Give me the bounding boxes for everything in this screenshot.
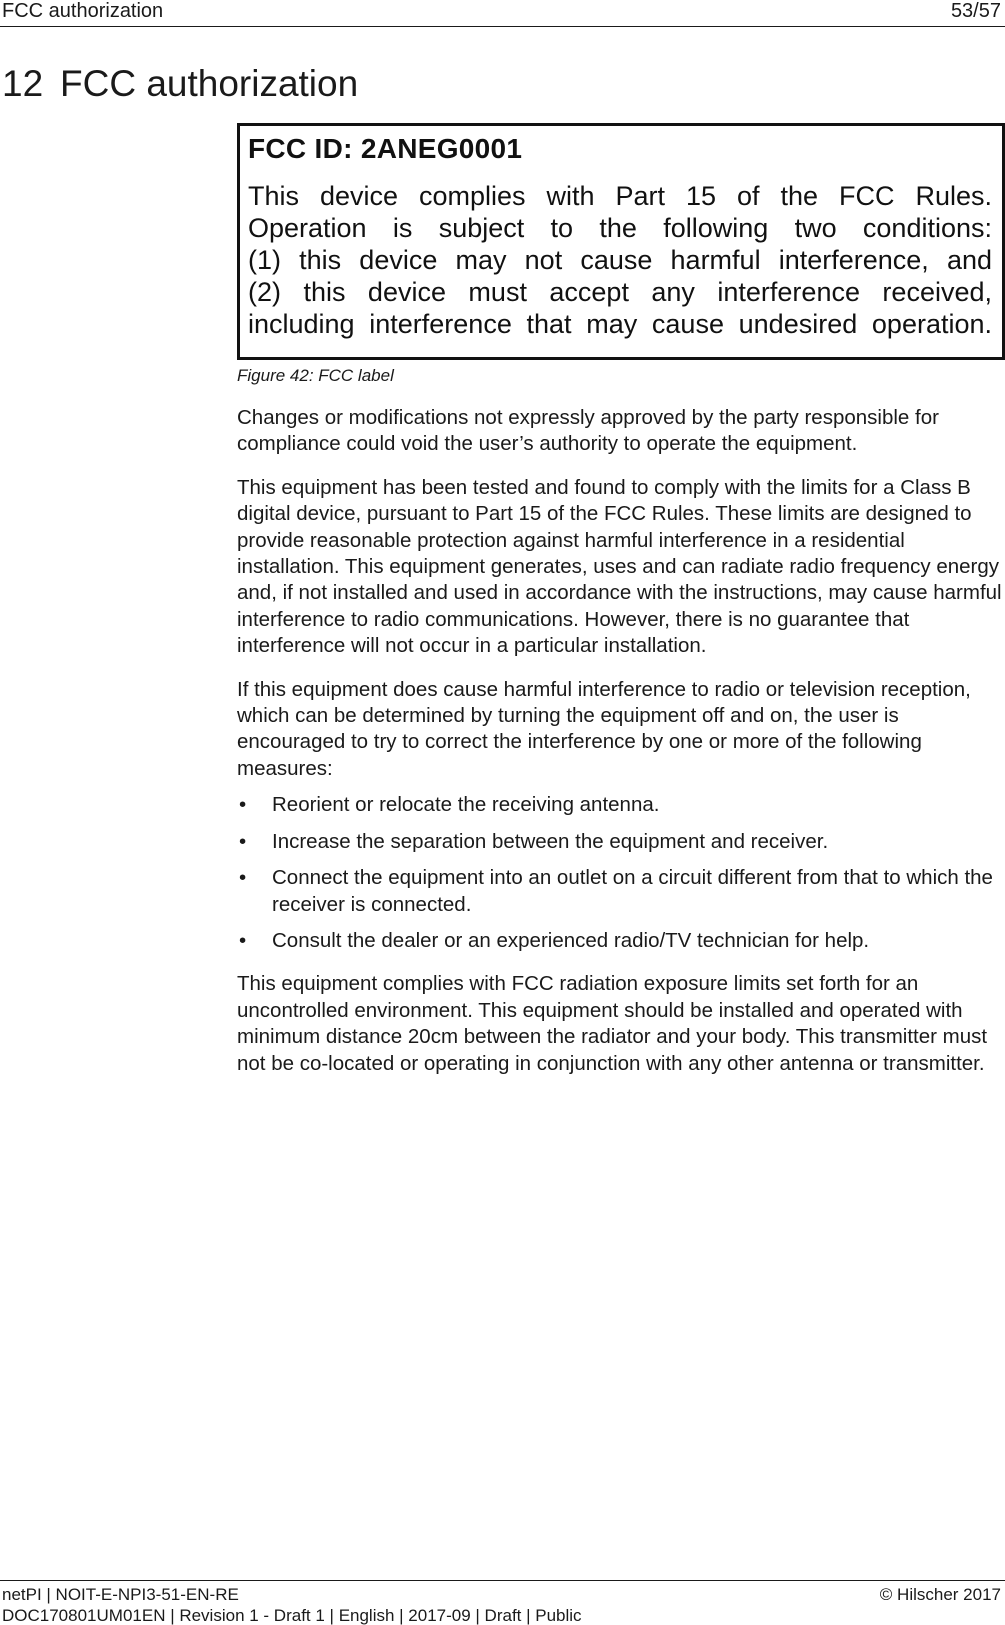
list-item [237, 928, 1005, 954]
fcc-label-text [248, 180, 992, 340]
paragraph-class-b: This equipment has been tested and found to comply with the limits for a Class B digital device, pursuant to Part 15 of the FCC Rules. These limits are designed to provide reasonable protection against harmful interference in a residential installation. This equipment generates, uses and can radiate radio frequency energy and, if not installed and used in accordance with the instructions, may cause harmful interference to radio communications. However, there is no guarantee that interference will not occur in a particular installation. [237, 475, 1002, 658]
footer-document-info: DOC170801UM01EN | Revision 1 - Draft 1 | English | 2017-09 | Draft | Public [2, 1606, 582, 1625]
chapter-number: 12 [2, 63, 44, 104]
header-title: FCC authorization [2, 0, 164, 22]
bullet-icon: • [239, 928, 247, 952]
fcc-label-line: Operation is subject to the following two conditions: [248, 213, 992, 243]
fcc-label-line: (1) this device may not cause harmful interference, and [248, 245, 992, 275]
fcc-label-line: (2) this device must accept any interference received, [248, 277, 992, 307]
fcc-label-line: This device complies with Part 15 of the FCC Rules. [248, 181, 992, 211]
list-item-text: Reorient or relocate the receiving antenna. [272, 793, 660, 817]
list-item [237, 792, 1005, 818]
paragraph-modifications: Changes or modifications not expressly approved by the party responsible for compliance could void the user’s authority to operate the equipment. [237, 406, 939, 456]
figure-caption: Figure 42: FCC label [237, 366, 394, 385]
list-item [237, 829, 1005, 855]
bullet-icon: • [239, 829, 247, 853]
page-footer [0, 1580, 1005, 1625]
footer-product: netPI | NOIT-E-NPI3-51-EN-RE [2, 1585, 239, 1604]
bullet-icon: • [239, 793, 247, 817]
list-item-text: Connect the equipment into an outlet on a circuit different from that to which the receiver is connected. [272, 866, 993, 916]
paragraph-radiation-exposure: This equipment complies with FCC radiation exposure limits set forth for an uncontrolled environment. This equipment should be installed and operated with minimum distance 20cm between the radiator and your body. This transmitter must not be co-located or operating in conjunction with any other antenna or transmitter. [237, 972, 988, 1075]
page-number: 53/57 [950, 0, 1001, 22]
measures-list [237, 792, 1005, 954]
chapter-title: FCC authorization [60, 63, 359, 104]
list-item-text: Increase the separation between the equipment and receiver. [272, 829, 829, 853]
fcc-label-line: including interference that may cause undesired operation. [248, 309, 992, 339]
fcc-id: FCC ID: 2ANEG0001 [248, 133, 523, 164]
paragraph-measures-intro: If this equipment does cause harmful interference to radio or television reception, which can be determined by turning the equipment off and on, the user is encouraged to try to correct the interference by one or more of the following measures: [237, 677, 971, 780]
list-item-text: Consult the dealer or an experienced radio/TV technician for help. [272, 928, 870, 952]
main-content [237, 405, 1005, 1094]
footer-copyright: © Hilscher 2017 [879, 1585, 1001, 1604]
list-item [237, 865, 1005, 918]
fcc-label-figure [237, 123, 1005, 360]
page-header [0, 0, 1005, 27]
bullet-icon: • [239, 866, 247, 890]
chapter-heading [2, 62, 358, 106]
